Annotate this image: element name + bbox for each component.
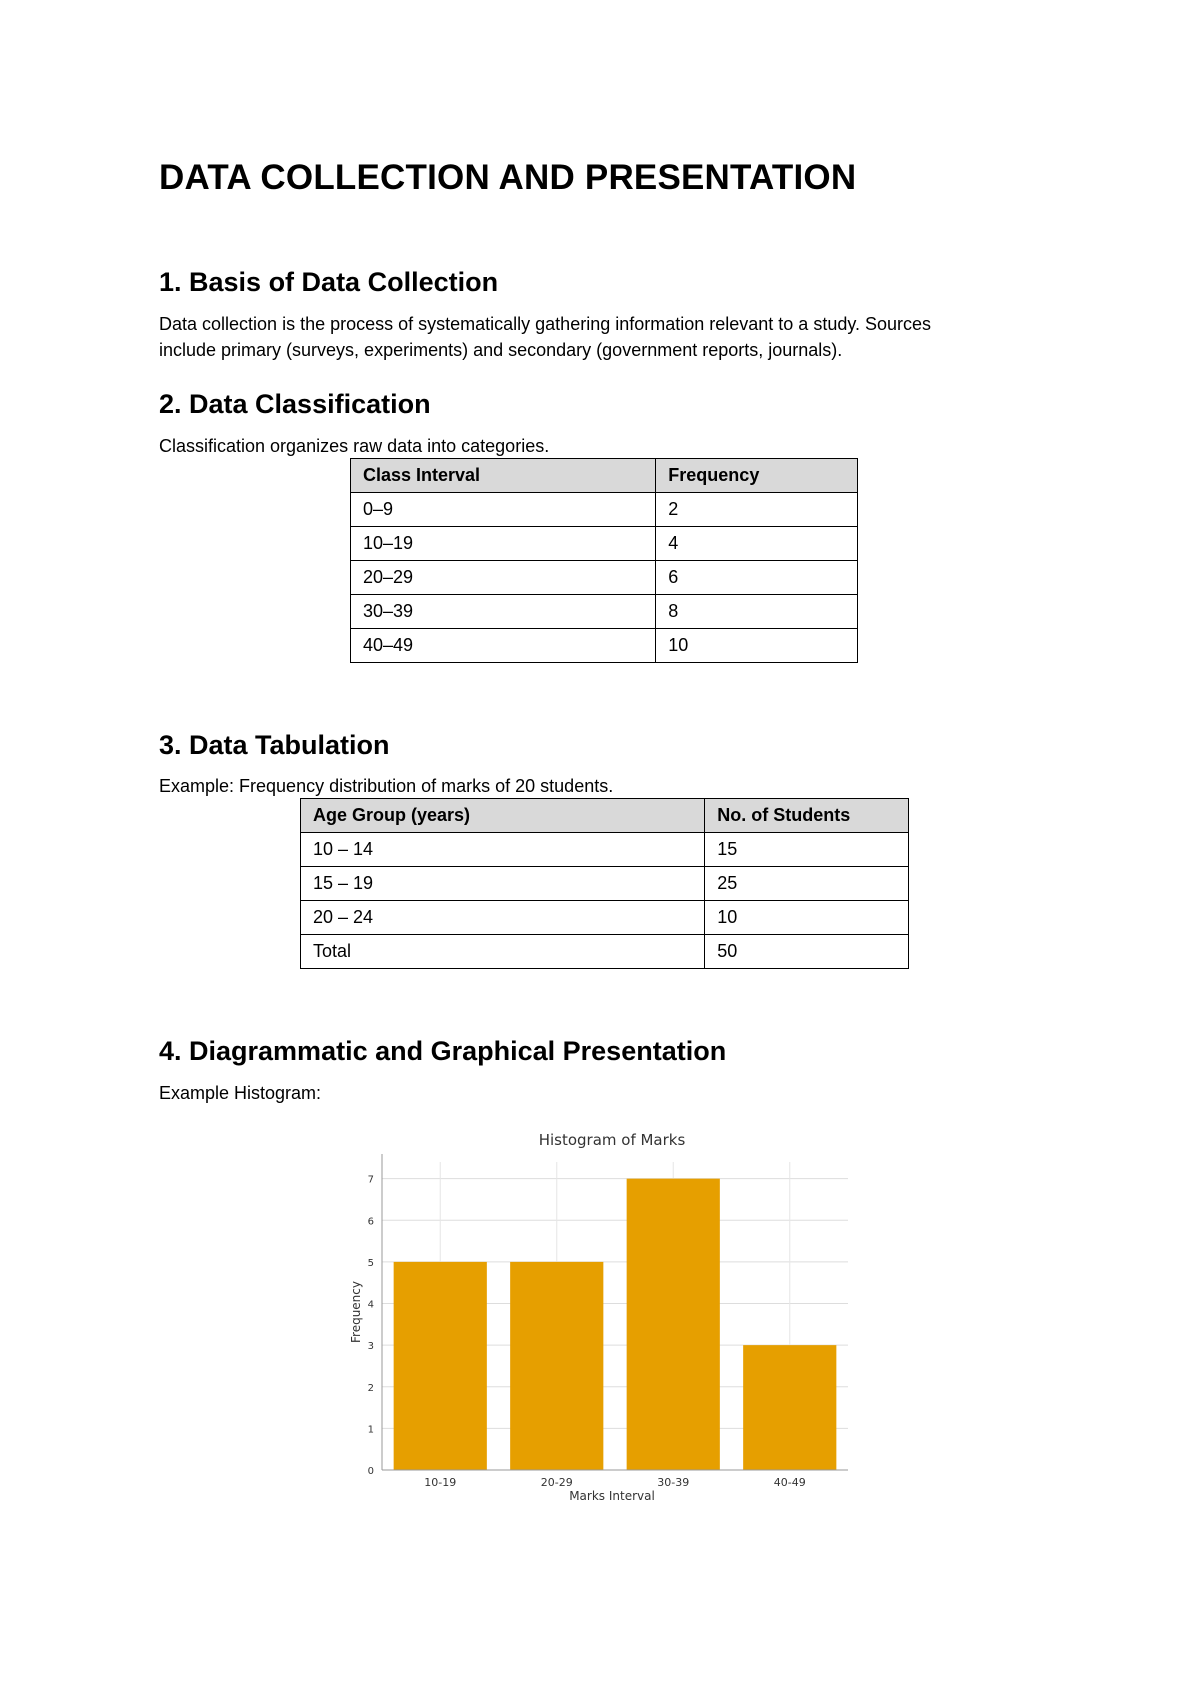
column-header-class-interval: Class Interval <box>351 459 656 493</box>
table-cell: 25 <box>705 867 909 901</box>
table-cell: 15 – 19 <box>301 867 705 901</box>
section-1-line-2: include primary (surveys, experiments) and secondary (government reports, journals). <box>159 340 843 360</box>
y-tick-label: 5 <box>367 1257 374 1269</box>
x-axis-label: Marks Interval <box>569 1489 655 1503</box>
table-cell: 20 – 24 <box>301 901 705 935</box>
y-tick-label: 6 <box>367 1216 374 1228</box>
y-tick-label: 3 <box>367 1341 374 1353</box>
table-cell: 8 <box>656 595 858 629</box>
table-header-row <box>301 799 909 833</box>
table-header-row <box>351 459 858 493</box>
table-cell: 10–19 <box>351 527 656 561</box>
table-cell: 40–49 <box>351 629 656 663</box>
table-cell: 6 <box>656 561 858 595</box>
section-2-heading: 2. Data Classification <box>159 389 431 419</box>
x-tick-label: 10-19 <box>424 1476 457 1489</box>
section-4-paragraph: Example Histogram: <box>159 1083 322 1103</box>
table-cell: 0–9 <box>351 493 656 527</box>
histogram-chart <box>340 1122 860 1512</box>
table-cell: 10 – 14 <box>301 833 705 867</box>
section-3-heading: 3. Data Tabulation <box>159 730 390 760</box>
table-row <box>351 527 858 561</box>
section-4-heading: 4. Diagrammatic and Graphical Presentation <box>159 1036 727 1066</box>
section-1-line-1: Data collection is the process of systematically gathering information relevant to a study. Sources <box>159 314 932 334</box>
y-tick-label: 7 <box>367 1174 374 1186</box>
y-axis-label: Frequency <box>349 1281 363 1343</box>
table-cell: 30–39 <box>351 595 656 629</box>
table-row <box>351 493 858 527</box>
histogram-bar <box>743 1345 836 1470</box>
document-title: DATA COLLECTION AND PRESENTATION <box>159 158 857 197</box>
classification-table <box>350 458 858 663</box>
section-1-paragraph <box>159 311 931 363</box>
table-cell: Total <box>301 935 705 969</box>
column-header-frequency: Frequency <box>656 459 858 493</box>
histogram-bar <box>394 1262 487 1470</box>
section-1-heading: 1. Basis of Data Collection <box>159 267 499 297</box>
table-row <box>351 561 858 595</box>
section-3-paragraph: Example: Frequency distribution of marks of 20 students. <box>159 776 614 796</box>
histogram-bar <box>510 1262 603 1470</box>
table-cell: 20–29 <box>351 561 656 595</box>
x-tick-label: 20-29 <box>540 1476 573 1489</box>
table-row <box>301 935 909 969</box>
table-cell: 10 <box>656 629 858 663</box>
table-row <box>301 901 909 935</box>
table-cell: 4 <box>656 527 858 561</box>
table-row <box>301 833 909 867</box>
histogram-bar <box>627 1179 720 1470</box>
table-cell: 2 <box>656 493 858 527</box>
section-2-paragraph: Classification organizes raw data into categories. <box>159 436 550 456</box>
y-tick-label: 0 <box>367 1466 374 1477</box>
column-header-no-of-students: No. of Students <box>705 799 909 833</box>
x-tick-label: 40-49 <box>773 1476 806 1489</box>
y-tick-label: 2 <box>367 1382 374 1394</box>
column-header-age-group: Age Group (years) <box>301 799 705 833</box>
y-tick-label: 1 <box>367 1424 374 1436</box>
y-tick-label: 4 <box>367 1299 374 1311</box>
tabulation-table <box>300 798 909 969</box>
table-row <box>351 595 858 629</box>
table-cell: 15 <box>705 833 909 867</box>
table-cell: 50 <box>705 935 909 969</box>
x-tick-label: 30-39 <box>657 1476 690 1489</box>
table-row <box>351 629 858 663</box>
table-row <box>301 867 909 901</box>
table-cell: 10 <box>705 901 909 935</box>
chart-title: Histogram of Marks <box>538 1131 686 1149</box>
